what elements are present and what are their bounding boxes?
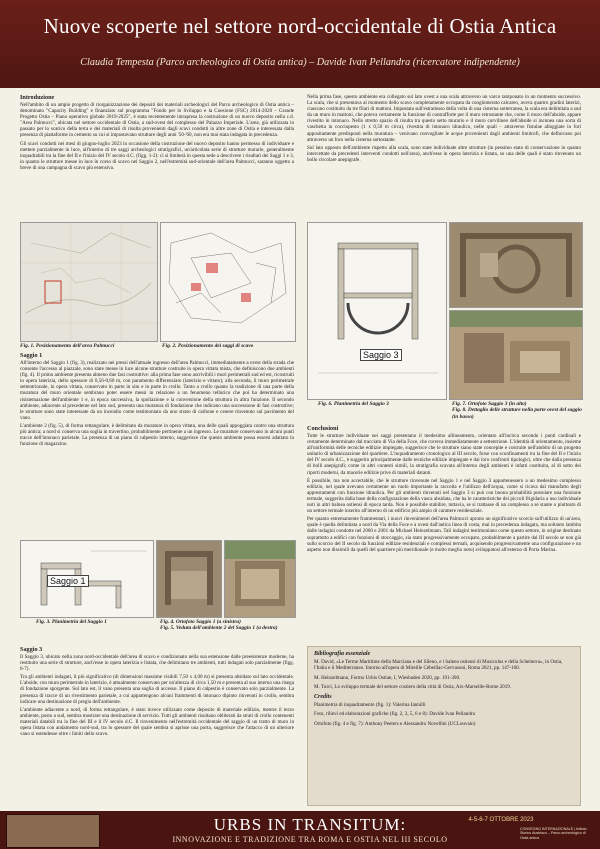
fig4-orthophoto-drawing (157, 541, 221, 617)
credits-entry: Ortofoto (fig. 4 e fig. 7): Anthony Peeters e Alessandro Novellini (UCLouvain) (314, 720, 476, 727)
bibliography-box (307, 646, 581, 806)
conclusioni-paragraph-2: È possibile, ma non accertabile, che le strutture rinvenute nel Saggio 1 e nel Saggio 3 appartenessero a un medesimo complesso edilizio, nel quale avevano certamente un ruolo importante la raccolta e l'utilizzo dell'acqua, come si ricava dal manufatto degli apprestamenti con funzione idraulica. Per gli ambienti rinvenuti nel Saggio 3 si può con buona probabilità postulare una funzione termale, suggerita dalla base della configurazione della vasca absidata, che ha le caratteristiche dei piccoli frigidaria a uso individuale noti in altri balnea ostiensi di epoca tarda. Non è possibile stabilire, tuttavia, se si trattasse di un complesso a sé stante o piuttosto di un settore termale inserito all'interno di un edificio più ampio di carattere residenziale. (307, 477, 581, 515)
intro-paragraph-1: Nell'ambito di un ampio progetto di riorganizzazione dei depositi dei materiali archeologici del Parco archeologico di Ostia antica – denominato "Capacity Building" e finanziato sul programma "Fondo per lo Sviluppo e la Coesione (FSC) 2014-2020 – Grande Progetto Ostia – Piano operativo globale 2019-2025", è stata recentemente intrapresa la costruzione di un nuovo deposito nella c.d. "Area Palmucci", ubicata nel settore occidentale di Ostia, a sud-ovest del complesso del Palazzo Imperiale. L'area, già utilizzata in passato per lo scarico della terra e dei materiali di risulta provenienti dagli scavi condotti in altre zone di Ostia e interessata dalla presenza di piattaforme in cemento su cui si impostavano strutture degli anni '50-'60, non era mai stata indagata in precedenza. (20, 102, 294, 139)
saggio1-plan-label: Saggio 1 (47, 575, 89, 587)
credits-entry: Planimetria di inquadramento (fig. 1): Valerina Iannilli (314, 702, 426, 709)
bibliography-entry: M. Turci, Lo sviluppo termale del settore costiero della città di Ostia, Aix-Marseille-Rome 2019. (314, 683, 512, 690)
fig6-plan-drawing (308, 223, 446, 399)
footer-title: URBS IN TRANSITUM: (213, 815, 407, 834)
poster-authors: Claudia Tempesta (Parco archeologico di Ostia antica) – Davide Ivan Pellandra (ricercatore indipendente) (80, 57, 520, 68)
footer-organizers: CONVEGNO INTERNAZIONALE | Istituto Storico Austriaco – Parco archeologico di Ostia antica (520, 827, 587, 840)
fig6-plan-image (307, 222, 447, 400)
intro-paragraph-2: Gli scavi condotti nei mesi di giugno-luglio 2023 in occasione della costruzione del nuovo deposito hanno permesso di individuare e mettere parzialmente in luce, all'interno di tre saggi archeologici stratigrafici, un'articolata serie di strutture murarie, generalmente inquadrabili tra la fine del II e l'inizio del IV secolo d.C. (figg. 1-2): ci si limiterà in questa sede a descrivere i risultati dei Saggi 1 e 3, in quanto le strutture messe in luce in corso di scavo nel Saggio 2, nell'estremità sud-orientale dell'area Palmucci, saranno oggetto a breve di una campagna di scavo più estensiva. (20, 140, 294, 171)
conclusioni-block (307, 425, 581, 555)
conclusioni-paragraph-1: Tutte le strutture individuate nei saggi presentano il medesimo allineamento, orientato all'incirca secondo i punti cardinali e certamente determinato dal tracciato di Via della Foce, che correva immediatamente a settentrione. L'identità di orientamento, insieme all'uniformità delle tecniche edilizie impiegate, suggerisce che le strutture siano state concepite e costruite nell'ambito di un progetto unitario di urbanizzazione del quartiere. L'inquadramento cronologico al III secolo, forse con sconfinamenti tra la fine del II e l'inizio del IV secolo d.C., è suggerito principalmente dalle tecniche edilizie impiegate e dai loro confronti tipologici, oltre che dalla presenza di bolli anepigrafi; come in altri contesti simili, la stratigrafia scavata all'interno degli ambienti è infatti costituita, al di sotto dei riporti moderni, da macerie edilizie prive di materiali datanti. (307, 433, 581, 476)
fig6-caption: Fig. 6. Planimetria del Saggio 3 (318, 401, 389, 407)
footer-subtitle: INNOVAZIONE E TRADIZIONE TRA ROMA E OSTIA NEL III SECOLO (172, 835, 448, 844)
intro-heading: Introduzione (20, 94, 55, 101)
saggio3-paragraph-1: Il Saggio 3, ubicato nella zona nord-occidentale dell'area di scavo e condizionato nella sua estensione dalle preesistenze moderne, ha restituito una serie di strutture, anch'esse in opera laterizia e listata, che delimitano tre ambienti, tutti indagati solo parzialmente (figg. 6-7). (20, 654, 294, 673)
fig5-room-photo (224, 540, 296, 618)
saggio3-heading: Saggio 3 (20, 646, 43, 653)
footer-banner (0, 811, 600, 849)
fig3-caption: Fig. 3. Planimetria del Saggio 1 (36, 619, 107, 625)
col2-paragraph-2: Sul lato opposto dell'ambiente rispetto alla scala, sono state individuate altre strutture (in pessimo stato di conservazione in quanto intercettate da precedenti interventi condotti nell'area), anch'esse in opera laterizia e listata, su una delle quali è stato rinvenuto un bollo circolare anepigrafe. (307, 144, 581, 163)
fig2-plan-image (160, 222, 296, 342)
fig1-map-image (20, 222, 158, 342)
bibliography-heading: Bibliografia essenziale (314, 651, 371, 657)
fig78-caption: Fig. 7. Ortofoto Saggio 3 (in alto) Fig. 8. Dettaglio delle strutture nella parte ovest del saggio (in basso) (452, 401, 582, 420)
fig2-plan-drawing (161, 223, 295, 341)
header-banner (0, 0, 600, 88)
conclusioni-paragraph-3: Per quanto estremamente frammentari, i nuovi rinvenimenti dell'area Palmucci aprono un significativo scorcio sull'utilizzo di un'area, quale è quella delimitata a nord da Via della Foce e a ovest dall'antica linea di costa, mai in precedenza indagata, ma soltanto lambita dalle indagini condotte nel 2000 e 2001 da Michael Heinzelmann. Tali indagini testimoniano come questo settore, in origine destinato soprattutto a edifici con funzioni di stoccaggio, sia stato progressivamente occupato, probabilmente a partire dal III secolo se non già sullo scorcio del II secolo da funzioni edilizie residenziali e complessi termali, acquisendo progressivamente una configurazione e un aspetto non dissimili da quelli del quartiere più meridionale (e molto meglio noto) sviluppatosi all'esterno di Porta Marina. (307, 516, 581, 553)
saggio3-paragraph-3: L'ambiente adiacente a nord, di forma rettangolare, è stato invece utilizzato come deposito di materiale edilizio, mentre il terzo ambiente, posto a sud, sembra mostrare una destinazione di servizio. Tutti gli ambienti risultano obliterati da strati di crollo contenenti materiali databili tra la fine del III e il IV secolo d.C. Il rinvenimento nell'estremità occidentale del saggio di un tratto di muro in opera listata con andamento nord-sud, tra lo spessore del quale sembra si aprisse una porta, suggerisce che l'attacco di un ulteriore vano si estendesse oltre i limiti dello scavo. (20, 706, 294, 738)
bibliography-entry: M. David, «Le Terme Marittime della Marciana e del Sileno, e i balnea ostiensi di Musiculus e della Scheiterra», in Ostia, l'Italia e il Mediterraneo. Intorno all'opera di Mireille Cébeillac-Gervasoni, Roma 2021, pp. 147-160. (314, 659, 563, 672)
saggio1-paragraph-1: All'interno del Saggio 1 (fig. 3), realizzato nei pressi dell'attuale ingresso dell'area Palmucci, immediatamente a ovest della strada che consente l'accesso al piazzale, sono state messe in luce alcune strutture costruite in opera vittata mista, che definiscono due ambienti (fig. 4). Il primo ambiente presenta almeno due fasi costruttive: alla prima fase sono ascrivibili i muri perimetrali sud ed est, ricostruiti in opera laterizia, dello spessore di 0,56-0,60 m, con paramento differenziato (laterizio e vittato); alla seconda, il muro perimetrale settentrionale, in opera vittata, conservato in parte in situ e in parte in crollo. Tanto a crollo quanto la tradizione di una parte della muratura del muro orientale sembrano poter essere messi in relazione a un fenomeno tellurico che poi ha determinato una risistemazione dell'ambiente 1 e, in epoca successiva, la spoliazione e la conversione della struttura in altra funzione. Il secondo ambiente, adiacente al precedente nel lato sud, presenta una muratura di fondazione che indicano una successione di fasi costruttive; le strutture sono state interessate da un incendio come testimoniato da uno strato di carbone e cenere rinvenuto sul pavimento del vano. (20, 360, 294, 421)
fig45-caption: Fig. 4. Ortofoto Saggio 1 (a sinistra) Fig. 5. Veduta dell'ambiente 2 del Saggio 1 (a destra) (160, 619, 278, 632)
left-column (20, 94, 294, 173)
conclusioni-heading: Conclusioni (307, 425, 339, 432)
fig4-orthophoto-image (156, 540, 222, 618)
bibliography-entry: M. Heinzelmann, Formo Urbis Ostiae, I, Wiesbaden 2020, pp. 191-300. (314, 674, 461, 681)
fig5-room-drawing (225, 541, 295, 617)
fig2-caption: Fig. 2. Posizionamento dei saggi di scavo (162, 343, 254, 349)
col2-paragraph-1: Nella prima fase, questo ambiente era collegato sul lato ovest a una scala attraverso un varco tamponato in un momento successivo. La scala, che si presentava al momento dello scavo completamente occupata da conglomerato calcareo, aveva quattro gradini laterizi, ciascuno costituito da tre filari di mattoni. Impostata sull'estradosso della volta di una cisterna sotterranea, la scala era delimitata a sud da un muro in mattoni, che poteva certamente la funzione di contrafforte per il muro retrostante che, come il muro dell'abside, appare rivestito in intonaco. Nello stretto spazio di risulta tra questo setto murario e il muro curvilineo dell'abside si incunea una sorta di vaschetta in cocciopesto (1 x 0,50 m circa), rivestita di intonaco idraulico, nelle quali – attraverso fistulae alloggiate in fori appositamente predisposti nella muratura – venivano convogliate le acque provenienti dagli ambienti limitrofi, che defluivano poi attraverso un foro nella cisterna sottostante. (307, 94, 581, 143)
footer-date: 4-5-6-7 OTTOBRE 2023 (468, 817, 534, 823)
credits-entry: Foto, rilievi ed elaborazioni grafiche (fig. 2, 3, 5, 6 e 8): Davide Ivan Pellandra (314, 711, 475, 718)
saggio3-block (20, 646, 294, 739)
saggio3-paragraph-2: Tra gli ambienti indagati, il più significativo (di dimensioni massime visibili 7,50 x 4,00 m) si presenta absidato sul lato occidentale. L'abside, con muro perimetrale in laterizio, è attualmente conservato per un'altezza di circa 1,50 m e presenta al suo interno una risega di fondazione sporgente. Sul lato est, il vano presenta una soglia di accesso. Il piano di calpestio è conservato solo parzialmente. La presenza di tracce di un rivestimento parietale, a cui appartengono alcuni frammenti di intonaco dipinto rinvenuti in crollo, sembra indicare una destinazione di pregio dell'ambiente. (20, 674, 294, 705)
poster-title: Nuove scoperte nel settore nord-occidentale di Ostia Antica (43, 14, 557, 38)
fig1-map-drawing (21, 223, 157, 341)
credits-heading: Credits (314, 694, 332, 701)
saggio1-heading: Saggio 1 (20, 352, 43, 359)
fig8-detail-photo (449, 310, 583, 400)
saggio1-block (20, 352, 294, 449)
fig8-detail-drawing (450, 311, 582, 399)
fig7-orthophoto-image (449, 222, 583, 308)
saggio1-paragraph-2: L'ambiente 2 (fig. 5), di forma rettangolare, è delimitato da murature in opera vittata, una delle quali appoggiata contro una struttura più antica; a nord si conserva una soglia in travertino, probabilmente pertinente a un ingresso. Le murature conservano in alcuni punti tracce dell'intonaco parietale. La presenza di un piano di calpestio interno, suggerisce che questo ambiente possa essersi adattato in funzione di magazzino. (20, 422, 294, 448)
fig3-plan-image (20, 540, 154, 618)
right-column-top (307, 94, 581, 165)
saggio3-plan-label: Saggio 3 (360, 349, 402, 361)
footer-relief-image (6, 814, 100, 848)
fig1-caption: Fig. 1. Posizionamento dell'area Palmucci (20, 343, 115, 349)
fig7-orthophoto-drawing (450, 223, 582, 307)
